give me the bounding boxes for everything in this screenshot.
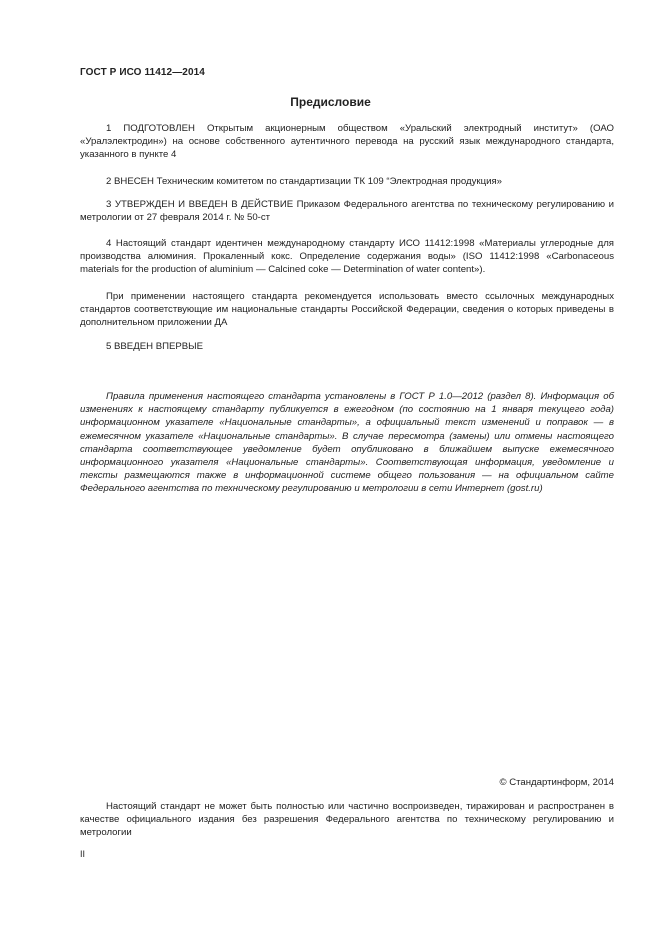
page-title: Предисловие bbox=[290, 95, 371, 109]
reproduction-notice: Настоящий стандарт не может быть полностью или частично воспроизведен, тиражирован и распространен в качестве официального издания без разрешения Федерального агентства по техническому регулированию и метрологии bbox=[80, 801, 614, 839]
usage-notice: Правила применения настоящего стандарта установлены в ГОСТ Р 1.0—2012 (раздел 8). Информация об изменениях к настоящему стандарту публикуется в ежегодном (по состоянию на 1 января текущего года) информационном указателе «Национальные стандарты», а официальный текст изменений и поправок — в ежемесячном указателе «Национальные стандарты». В случае пересмотра (замены) или отмены настоящего стандарта соответствующее уведомление будет опубликовано в ближайшем выпуске ежемесячного информационного указателя «Национальные стандарты». Соответствующая информация, уведомление и тексты размещаются также в информационной системе общего пользования — на официальном сайте Федерального агентства по техническому регулированию и метрологии в сети Интернет (gost.ru) bbox=[80, 391, 614, 495]
document-header: ГОСТ Р ИСО 11412—2014 bbox=[80, 67, 205, 78]
page-number: II bbox=[80, 849, 86, 859]
paragraph-4: 4 Настоящий стандарт идентичен международному стандарту ИСО 11412:1998 «Материалы углеродные для производства алюминия. Прокаленный кокс. Определение содержания воды» (ISO 11412:1998 «Carbonaceous materials for the production of aluminium — Calcined coke — Determination of water content»). bbox=[80, 238, 614, 276]
paragraph-5: 5 ВВЕДЕН ВПЕРВЫЕ bbox=[106, 341, 204, 352]
copyright-line: © Стандартинформ, 2014 bbox=[499, 777, 614, 788]
paragraph-4-note: При применении настоящего стандарта рекомендуется использовать вместо ссылочных международных стандартов соответствующие им национальные стандарты Российской Федерации, сведения о которых приведены в дополнительном приложении ДА bbox=[80, 291, 614, 329]
paragraph-1: 1 ПОДГОТОВЛЕН Открытым акционерным обществом «Уральский электродный институт» (ОАО «Уралэлектродин») на основе собственного аутентичного перевода на русский язык международного стандарта, указанного в пункте 4 bbox=[80, 123, 614, 161]
paragraph-2: 2 ВНЕСЕН Техническим комитетом по стандартизации ТК 109 “Электродная продукция» bbox=[106, 176, 502, 187]
paragraph-3: 3 УТВЕРЖДЕН И ВВЕДЕН В ДЕЙСТВИЕ Приказом Федерального агентства по техническому регулированию и метрологии от 27 февраля 2014 г. № 50-ст bbox=[80, 199, 614, 224]
